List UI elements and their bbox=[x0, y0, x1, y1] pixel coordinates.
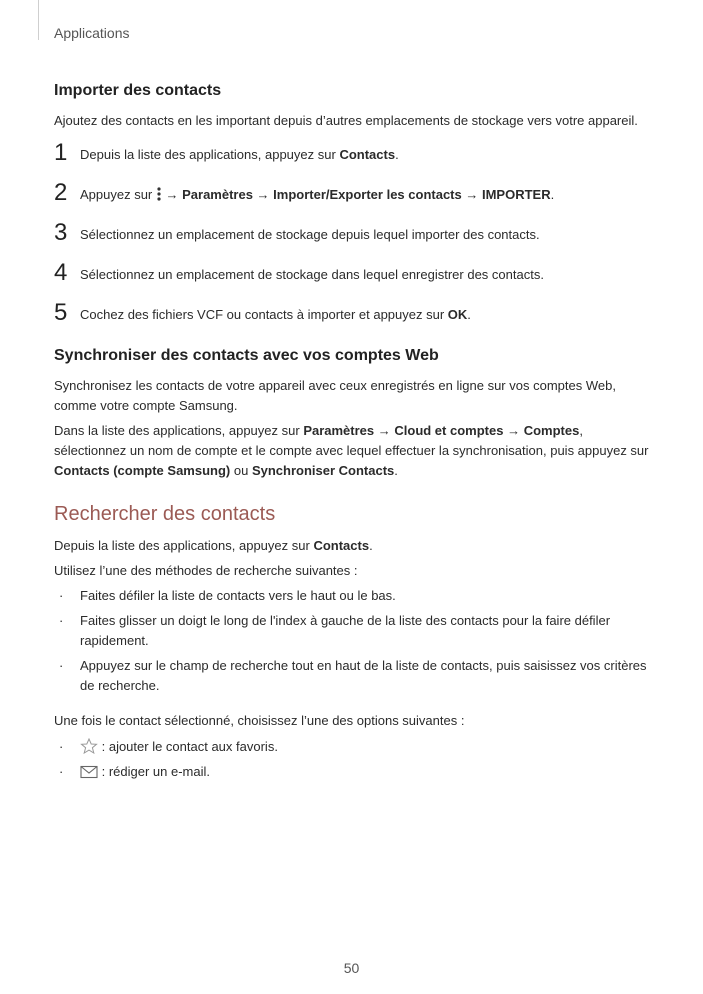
search-methods-list bbox=[54, 586, 650, 696]
page-content bbox=[54, 82, 650, 787]
step-number: 5 bbox=[54, 299, 68, 326]
step-number: 1 bbox=[54, 139, 68, 166]
list-item: · Appuyez sur le champ de recherche tout en haut de la liste de contacts, puis saisissez vos critères de recherche. bbox=[59, 658, 647, 693]
page-number: 50 bbox=[343, 960, 360, 976]
step-1 bbox=[54, 139, 650, 183]
step-5 bbox=[54, 299, 650, 343]
step-number: 3 bbox=[54, 219, 68, 246]
step-2 bbox=[54, 179, 650, 223]
step-text: Cochez des fichiers VCF ou contacts à importer et appuyez sur OK. bbox=[80, 307, 471, 322]
step-number: 2 bbox=[54, 179, 68, 206]
search-paragraph-3: Une fois le contact sélectionné, choisissez l’une des options suivantes : bbox=[54, 713, 465, 728]
step-3 bbox=[54, 219, 650, 263]
step-text: Depuis la liste des applications, appuyez sur Contacts. bbox=[80, 147, 399, 162]
step-4 bbox=[54, 259, 650, 303]
import-intro: Ajoutez des contacts en les important depuis d’autres emplacements de stockage vers votre appareil. bbox=[54, 113, 638, 128]
search-paragraph-2: Utilisez l’une des méthodes de recherche suivantes : bbox=[54, 563, 358, 578]
step-text: Sélectionnez un emplacement de stockage dans lequel enregistrer des contacts. bbox=[80, 267, 544, 282]
star-icon bbox=[80, 738, 98, 754]
search-paragraph-1: Depuis la liste des applications, appuyez sur Contacts. bbox=[54, 538, 373, 553]
search-title: Rechercher des contacts bbox=[54, 503, 276, 525]
list-item: · Faites glisser un doigt le long de l'index à gauche de la liste des contacts pour la faire défiler rapidement. bbox=[59, 613, 611, 648]
header-rule bbox=[38, 0, 39, 40]
list-item: · : ajouter le contact aux favoris. bbox=[59, 739, 278, 754]
import-steps bbox=[54, 139, 650, 343]
list-item: · Faites défiler la liste de contacts vers le haut ou le bas. bbox=[59, 588, 396, 603]
sync-paragraph-1: Synchronisez les contacts de votre appareil avec ceux enregistrés en ligne sur vos comptes Web, comme votre compte Samsung. bbox=[54, 378, 616, 413]
list-item: · : rédiger un e-mail. bbox=[59, 764, 210, 779]
envelope-icon bbox=[80, 765, 98, 779]
sync-paragraph-2: Dans la liste des applications, appuyez sur Paramètres → Cloud et comptes → Comptes, sélectionnez un nom de compte et le compte avec lequel effectuer la synchronisation, puis appuyez sur Contacts (compte Samsung) ou Synchroniser Contacts. bbox=[54, 423, 649, 478]
step-text: Appuyez sur → Paramètres → Importer/Exporter les contacts → IMPORTER. bbox=[80, 187, 555, 202]
header-section-title: Applications bbox=[54, 25, 130, 41]
import-title: Importer des contacts bbox=[54, 82, 222, 99]
step-text: Sélectionnez un emplacement de stockage depuis lequel importer des contacts. bbox=[80, 227, 540, 242]
step-number: 4 bbox=[54, 259, 68, 286]
sync-title: Synchroniser des contacts avec vos comptes Web bbox=[54, 347, 439, 364]
contact-options-list bbox=[54, 737, 650, 782]
